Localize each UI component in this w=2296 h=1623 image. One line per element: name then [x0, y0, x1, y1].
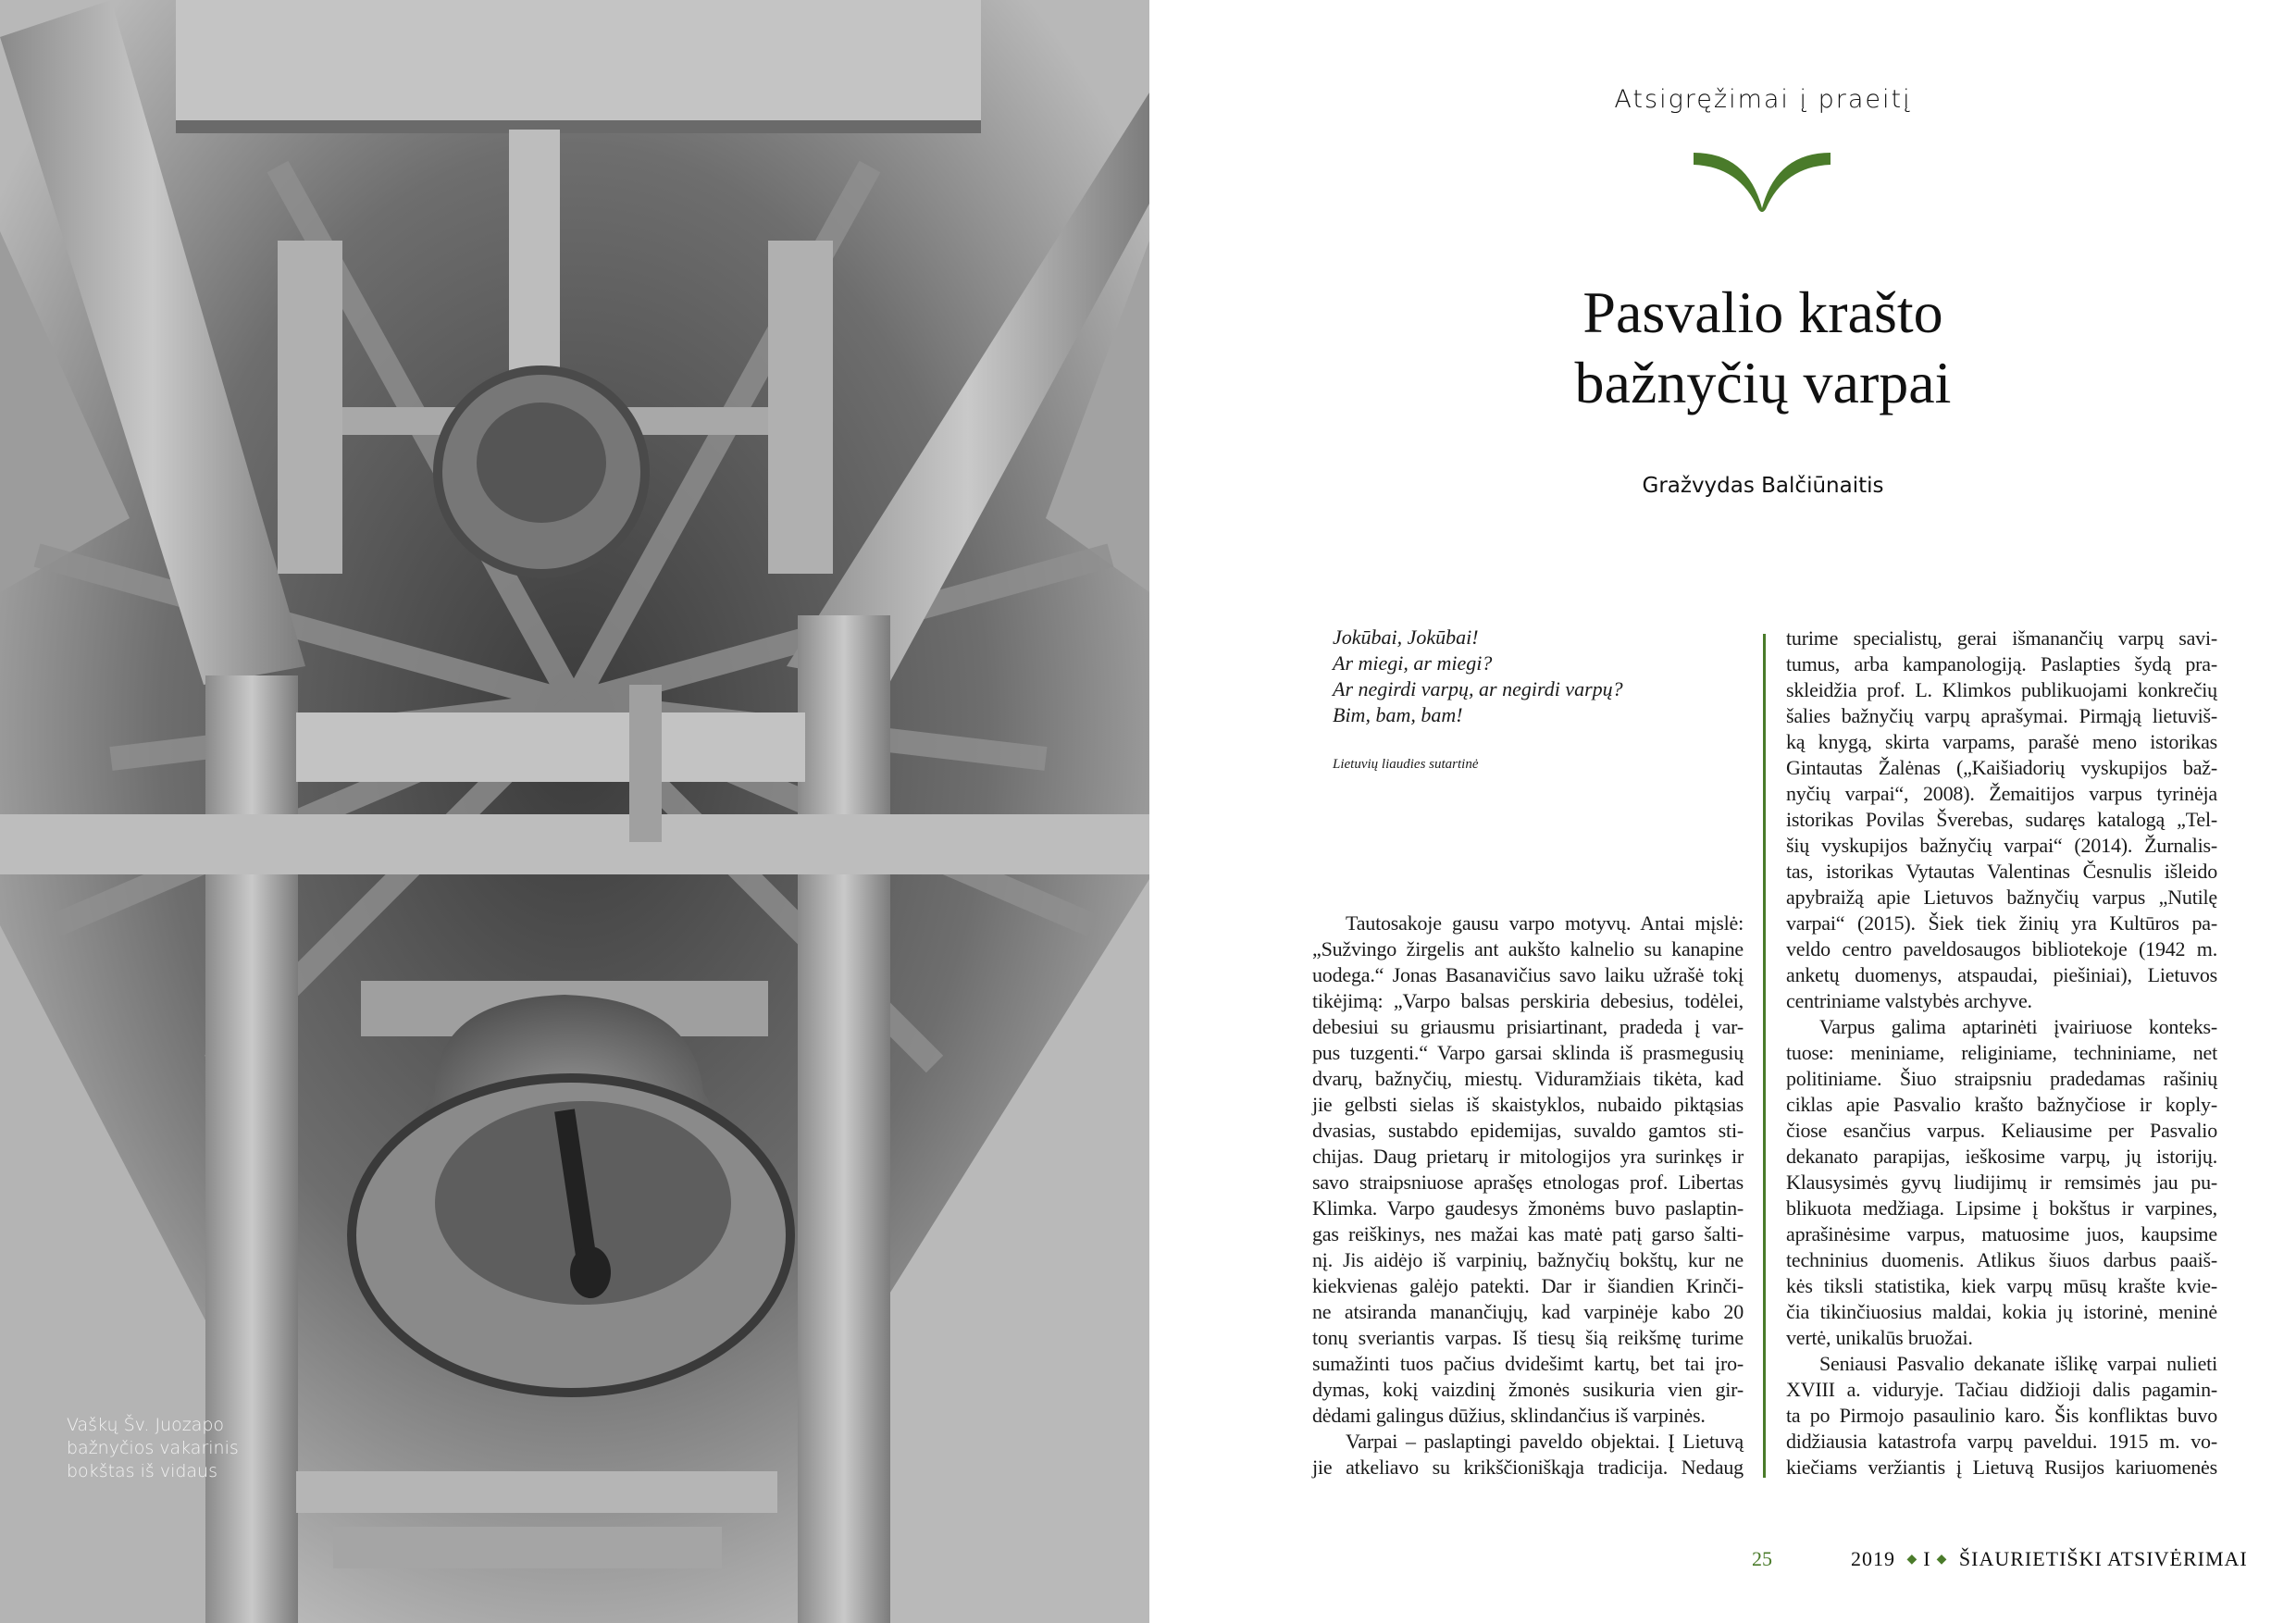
- body-text-line: šalies bažnyčių varpų aprašymai. Pirmąją lietuviš-: [1786, 704, 2217, 727]
- body-text-line: skleidžia prof. L. Klimkos publikuojami konkrečių: [1786, 678, 2217, 701]
- footer-issue: I: [1923, 1547, 1931, 1570]
- body-text-line: savo straipsniuose aprašęs etnologas prof. Libertas: [1312, 1171, 1744, 1194]
- body-text-line: tumus, arba kampanologiją. Paslapties šydą pra-: [1786, 652, 2217, 675]
- article-title: [1444, 278, 2082, 418]
- body-text-line: tikėjimą: „Varpo balsas perskiria debesius, todėlei,: [1312, 989, 1744, 1012]
- body-text-line: techninius duomenis. Atlikus šiuos darbus paaiš-: [1786, 1248, 2217, 1271]
- epigraph-line: Ar negirdi varpų, ar negirdi varpų?: [1333, 677, 1623, 700]
- epigraph: [1333, 625, 1623, 728]
- body-text-line: centriniame valstybės archyve.: [1786, 989, 2032, 1012]
- body-text-line: ką knygą, skirta varpams, parašė meno istorikas: [1786, 730, 2217, 753]
- body-text-line: „Sužvingo žirgelis ant aukšto kalnelio su kanapine: [1312, 937, 1744, 960]
- body-text-line: čia tikinčiuosius maldai, kokia jų istorinė, meninė: [1786, 1300, 2217, 1323]
- epigraph-source: Lietuvių liaudies sutartinė: [1333, 757, 1479, 772]
- article-author: Gražvydas Balčiūnaitis: [1642, 474, 1884, 498]
- body-text-line: varpai“ (2015). Šiek tiek žinių yra Kultūros pa-: [1786, 911, 2217, 935]
- title-line: Pasvalio krašto: [1582, 279, 1943, 345]
- epigraph-line: Ar miegi, ar miegi?: [1333, 651, 1493, 675]
- caption-line: bokštas iš vidaus: [67, 1461, 218, 1481]
- body-text-line: Seniausi Pasvalio dekanate išlikę varpai nulieti: [1819, 1352, 2217, 1375]
- epigraph-line: Bim, bam, bam!: [1333, 703, 1463, 726]
- body-text-line: sumažinti tuos pačius dvidešimt kartų, bet tai įro-: [1312, 1352, 1744, 1375]
- footer-year: 2019: [1851, 1547, 1895, 1570]
- caption-line: bažnyčios vakarinis: [67, 1438, 239, 1458]
- body-text-line: ciklas apie Pasvalio krašto bažnyčiose ir koply-: [1786, 1093, 2217, 1116]
- body-text-line: Tautosakoje gausu varpo motyvų. Antai mįslė:: [1346, 911, 1744, 935]
- body-text-line: dėdami galingus dūžius, sklindančius iš varpinės.: [1312, 1404, 1706, 1427]
- body-text-line: dvasias, sustabdo epidemijas, suvaldo gamtos sti-: [1312, 1119, 1744, 1142]
- body-text-line: Klausysimės gyvų liudijimų ir remsimės jau pu-: [1786, 1171, 2217, 1194]
- body-text-line: ne atsiranda manančiųjų, kad varpinėje kabo 20: [1312, 1300, 1744, 1323]
- body-text-line: šių vyskupijos bažnyčių varpai“ (2014). Žurnalis-: [1786, 834, 2217, 857]
- body-text-line: Klimka. Varpo gaudesys žmonėms buvo paslaptin-: [1312, 1196, 1744, 1220]
- body-text-line: vertė, unikalūs bruožai.: [1786, 1326, 1973, 1349]
- diamond-icon: ◆: [1906, 1553, 1918, 1567]
- body-text-line: kiekvienas galėjo patekti. Dar ir šiandien Krinči-: [1312, 1274, 1744, 1297]
- body-text-line: jie gelbsti sielas iš skaistyklos, nubaido piktąsias: [1312, 1093, 1744, 1116]
- body-text-line: dvarų, bažnyčių, miestų. Viduramžiais tikėta, kad: [1312, 1067, 1744, 1090]
- body-text-line: veldo centro paveldosaugos bibliotekoje (1942 m.: [1786, 937, 2217, 960]
- body-text-line: kės tiksli statistika, kiek varpų mūsų krašte kvie-: [1786, 1274, 2217, 1297]
- body-text-line: ta po Pirmojo pasaulinio karo. Šis konfliktas buvo: [1786, 1404, 2217, 1427]
- body-text-line: chijas. Daug prietarų ir mitologijos yra surinkęs ir: [1312, 1145, 1744, 1168]
- caption-line: Vaškų Šv. Juozapo: [67, 1415, 225, 1435]
- body-column-left: [1312, 911, 1744, 1481]
- body-text-line: XVIII a. viduryje. Tačiau didžioji dalis pagamin-: [1786, 1378, 2217, 1401]
- body-text-line: tuose: meniniame, religiniame, techniniame, net: [1786, 1041, 2217, 1064]
- body-text-line: debesiui su griausmu prisiartinant, pradeda į var-: [1312, 1015, 1744, 1038]
- body-text-line: Gintautas Žalėnas („Kaišiadorių vyskupijos baž-: [1786, 756, 2217, 779]
- body-text-line: apybraižą apie Lietuvos bažnyčių varpus „Nutilę: [1786, 886, 2217, 909]
- body-text-line: aprašinėsime varpus, matuosime juos, kaupsime: [1786, 1222, 2217, 1245]
- body-text-line: politiniame. Šiuo straipsniu pradedamas rašinių: [1786, 1067, 2217, 1090]
- footer-magazine-name: ŠIAURIETIŠKI ATSIVĖRIMAI: [1958, 1547, 2248, 1570]
- body-text-line: gas reiškinys, nes mažai kas matė patį garso šalti-: [1312, 1222, 1744, 1245]
- body-text-line: nį. Jis aidėjo iš varpinių, bažnyčių bokštų, kur ne: [1312, 1248, 1744, 1271]
- leaf-ornament-icon: [1692, 148, 1832, 215]
- body-text-line: nyčių varpai“, 2008). Žemaitijos varpus tyrinėja: [1786, 782, 2217, 805]
- title-line: bažnyčių varpai: [1574, 350, 1952, 415]
- page-number: 25: [1752, 1547, 1772, 1570]
- body-text-line: anketų duomenys, atspaudai, piešiniai), Lietuvos: [1786, 963, 2217, 986]
- body-text-line: uodega.“ Jonas Basanavičius savo laiku užrašė tokį: [1312, 963, 1744, 986]
- body-text-line: dymas, kokį vaizdinį žmonės susikuria vien gir-: [1312, 1378, 1744, 1401]
- body-column-right: [1786, 626, 2217, 1481]
- body-text-line: čiose esančius varpus. Keliausime per Pasvalio: [1786, 1119, 2217, 1142]
- epigraph-line: Jokūbai, Jokūbai!: [1333, 626, 1479, 649]
- body-text-line: jie atkeliavo su krikščioniškąja tradicija. Nedaug: [1312, 1456, 1744, 1479]
- body-text-line: didžiausia katastrofa varpų paveldui. 1915 m. vo-: [1786, 1430, 2217, 1453]
- body-text-line: kiečiams veržiantis į Lietuvą Rusijos kariuomenės: [1786, 1456, 2217, 1479]
- body-text-line: Varpai – paslaptingi paveldo objektai. Į Lietuvą: [1346, 1430, 1744, 1453]
- body-text-line: dekanato parapijas, ieškosime varpų, jų istorijų.: [1786, 1145, 2217, 1168]
- section-label: Atsigręžimai į praeitį: [1614, 85, 1912, 114]
- column-divider: [1763, 634, 1766, 1478]
- body-text-line: pus tuzgenti.“ Varpo garsai sklinda iš prasmegusių: [1312, 1041, 1744, 1064]
- body-text-line: blikuota medžiaga. Lipsime į bokštus ir varpines,: [1786, 1196, 2217, 1220]
- body-text-line: tas, istorikas Vytautas Valentinas Česnulis išleido: [1786, 860, 2217, 883]
- diamond-icon: ◆: [1936, 1553, 1948, 1567]
- body-text-line: turime specialistų, gerai išmanančių varpų savi-: [1786, 626, 2217, 650]
- photo-caption: [67, 1414, 239, 1483]
- body-text-line: istorikas Povilas Šverebas, sudaręs katalogą „Tel-: [1786, 808, 2217, 831]
- body-text-line: tonų sveriantis varpas. Iš tiesų šią reikšmę turime: [1312, 1326, 1744, 1349]
- running-footer: [1851, 1547, 2248, 1571]
- body-text-line: Varpus galima aptarinėti įvairiuose konteks-: [1819, 1015, 2217, 1038]
